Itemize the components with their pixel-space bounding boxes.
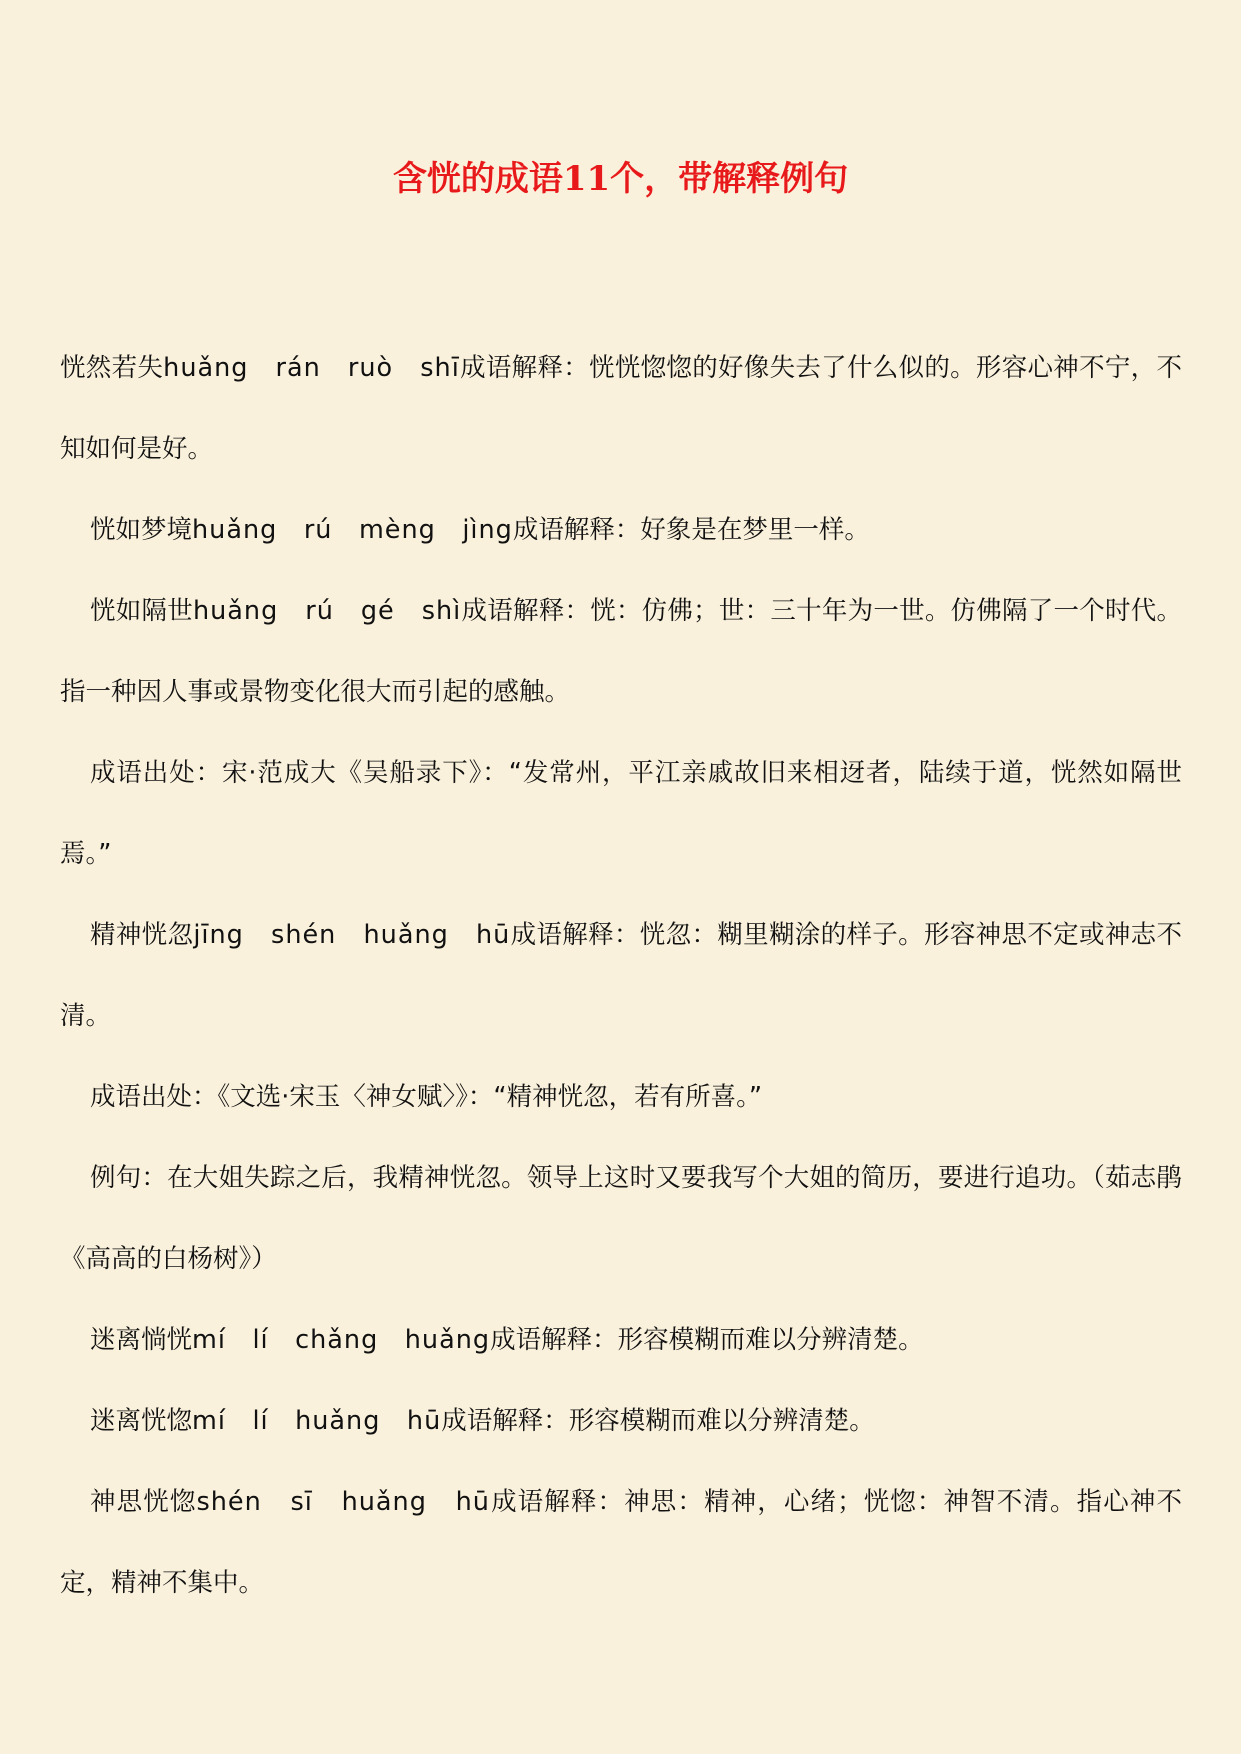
idiom-explanation: 成语解释：恍恍惚惚的好像失去了什么似的。形容心神不宁，不知如何是好。 [60, 353, 1182, 464]
idiom-explanation: 成语解释：形容模糊而难以分辨清楚。 [441, 1406, 875, 1436]
idiom-pinyin: huǎng rú mèng jìng [192, 515, 513, 545]
idiom-source: 成语出处：《文选·宋玉〈神女赋〉》：“精神恍忽，若有所喜。” [90, 1082, 763, 1112]
idiom-pinyin: huǎng rú gé shì [192, 596, 462, 626]
idiom-pinyin: jīng shén huǎng hū [193, 920, 511, 950]
idiom-term: 神思恍惚 [90, 1487, 197, 1517]
idiom-source: 成语出处：宋·范成大《吴船录下》：“发常州，平江亲戚故旧来相迓者，陆续于道，恍然如隔世焉。” [60, 758, 1182, 869]
idiom-pinyin: mí lí huǎng hū [192, 1406, 442, 1436]
paragraph-example-jing-shen-huang-hu [60, 1138, 1182, 1300]
idiom-pinyin: shén sī huǎng hū [196, 1487, 490, 1517]
idiom-explanation: 成语解释：恍：仿佛；世：三十年为一世。仿佛隔了一个时代。指一种因人事或景物变化很大而引起的感触。 [60, 596, 1182, 707]
document-body [60, 328, 1182, 1624]
paragraph-huang-ru-ge-shi [60, 571, 1182, 733]
paragraph-source-jing-shen-huang-hu [60, 1057, 1182, 1138]
document-title: 含恍的成语11个，带解释例句 [392, 159, 849, 199]
paragraph-source-huang-ru-ge-shi [60, 733, 1182, 895]
idiom-example: 例句：在大姐失踪之后，我精神恍忽。领导上这时又要我写个大姐的简历，要进行追功。（茹志鹃《高高的白杨树》） [60, 1163, 1182, 1274]
idiom-term: 迷离恍惚 [90, 1406, 193, 1436]
idiom-term: 恍如梦境 [90, 515, 193, 545]
paragraph-mi-li-huang-hu [60, 1381, 1182, 1462]
idiom-explanation: 成语解释：好象是在梦里一样。 [512, 515, 870, 545]
paragraph-jing-shen-huang-hu [60, 895, 1182, 1057]
paragraph-huang-ru-meng-jing [60, 490, 1182, 571]
idiom-term: 恍如隔世 [90, 596, 193, 626]
idiom-term: 迷离惝恍 [90, 1325, 193, 1355]
paragraph-mi-li-chang-huang [60, 1300, 1182, 1381]
idiom-explanation: 成语解释：恍忽：糊里糊涂的样子。形容神思不定或神志不清。 [60, 920, 1182, 1031]
idiom-pinyin: mí lí chǎng huǎng [192, 1325, 491, 1355]
idiom-pinyin: huǎng rán ruò shī [163, 353, 460, 383]
idiom-term: 恍然若失 [60, 353, 164, 383]
idiom-term: 精神恍忽 [90, 920, 194, 950]
idiom-explanation: 成语解释：神思：精神，心绪；恍惚：神智不清。指心神不定，精神不集中。 [60, 1487, 1182, 1598]
idiom-explanation: 成语解释：形容模糊而难以分辨清楚。 [490, 1325, 924, 1355]
paragraph-huang-ran-ruo-shi [60, 328, 1182, 490]
paragraph-shen-si-huang-hu [60, 1462, 1182, 1624]
